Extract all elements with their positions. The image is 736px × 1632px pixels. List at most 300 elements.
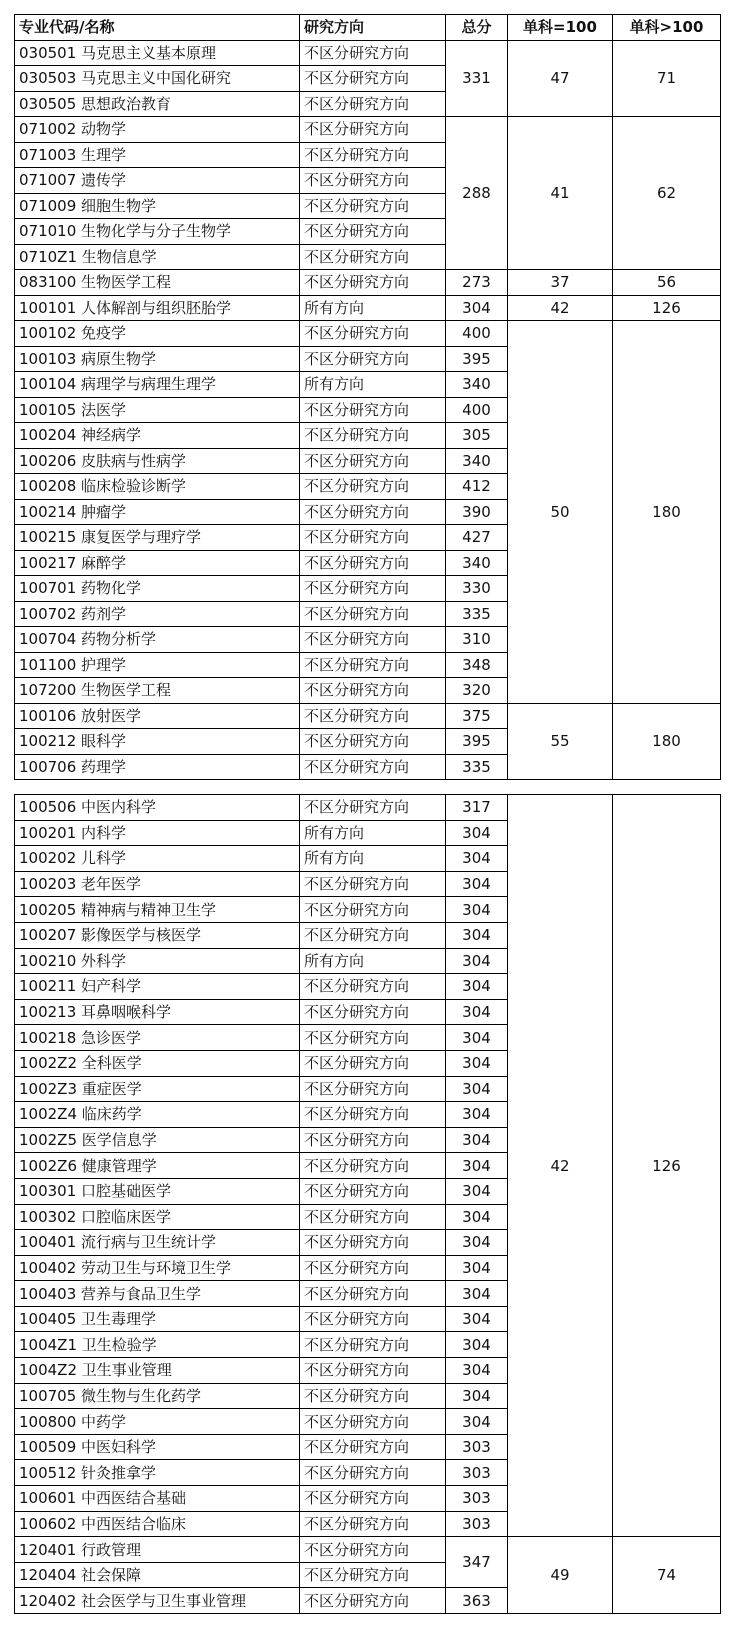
total-score: 304 <box>446 1306 508 1332</box>
major-name: 肿瘤学 <box>81 502 127 521</box>
total-score: 304 <box>446 1281 508 1307</box>
single-subject-eq-100: 49 <box>508 1537 613 1614</box>
major-code: 100206 <box>19 451 77 470</box>
major-code: 100401 <box>19 1233 77 1252</box>
major-code-name <box>15 1050 300 1076</box>
total-score: 395 <box>446 346 508 372</box>
major-code: 101100 <box>19 655 77 674</box>
single-subject-eq-100: 42 <box>508 295 613 321</box>
major-name: 麻醉学 <box>81 553 127 572</box>
score-table-part-2 <box>14 794 721 1614</box>
major-code: 0710Z1 <box>19 247 77 266</box>
major-code-name <box>15 66 300 92</box>
research-direction: 不区分研究方向 <box>300 499 446 525</box>
research-direction: 不区分研究方向 <box>300 448 446 474</box>
major-name: 精神病与精神卫生学 <box>81 900 217 919</box>
research-direction: 不区分研究方向 <box>300 601 446 627</box>
major-name: 社会保障 <box>81 1566 142 1585</box>
major-code: 1004Z2 <box>19 1361 77 1380</box>
major-name: 临床药学 <box>81 1105 142 1124</box>
single-subject-gt-100: 126 <box>613 795 721 1537</box>
major-code: 100106 <box>19 706 77 725</box>
major-code-name <box>15 117 300 143</box>
major-code: 071010 <box>19 222 77 241</box>
major-code: 100602 <box>19 1514 77 1533</box>
research-direction: 不区分研究方向 <box>300 1306 446 1332</box>
major-code-name <box>15 550 300 576</box>
major-code-name <box>15 795 300 821</box>
major-name: 皮肤病与性病学 <box>81 451 187 470</box>
single-subject-gt-100: 180 <box>613 321 721 704</box>
header-row <box>15 15 721 41</box>
major-code: 1002Z6 <box>19 1156 77 1175</box>
major-code: 100403 <box>19 1284 77 1303</box>
major-code: 100105 <box>19 400 77 419</box>
header-total: 总分 <box>446 15 508 41</box>
major-code-name <box>15 652 300 678</box>
major-code-name <box>15 1409 300 1435</box>
research-direction: 不区分研究方向 <box>300 346 446 372</box>
table-row <box>15 295 721 321</box>
total-score: 331 <box>446 40 508 117</box>
major-code: 100101 <box>19 298 77 317</box>
research-direction: 所有方向 <box>300 820 446 846</box>
major-code-name <box>15 1332 300 1358</box>
total-score: 348 <box>446 652 508 678</box>
total-score: 304 <box>446 1358 508 1384</box>
research-direction: 不区分研究方向 <box>300 91 446 117</box>
research-direction: 不区分研究方向 <box>300 1050 446 1076</box>
major-name: 放射医学 <box>81 706 142 725</box>
research-direction: 所有方向 <box>300 372 446 398</box>
total-score: 304 <box>446 1127 508 1153</box>
research-direction: 不区分研究方向 <box>300 1486 446 1512</box>
major-code: 1002Z5 <box>19 1131 77 1150</box>
total-score: 305 <box>446 423 508 449</box>
total-score: 427 <box>446 525 508 551</box>
major-code: 100211 <box>19 977 77 996</box>
major-code-name <box>15 1383 300 1409</box>
major-code: 071002 <box>19 120 77 139</box>
major-code: 083100 <box>19 273 77 292</box>
research-direction: 不区分研究方向 <box>300 1204 446 1230</box>
major-code-name <box>15 1358 300 1384</box>
research-direction: 不区分研究方向 <box>300 117 446 143</box>
total-score: 340 <box>446 550 508 576</box>
major-name: 药物化学 <box>81 579 142 598</box>
major-name: 中西医结合基础 <box>81 1489 187 1508</box>
major-code: 100301 <box>19 1182 77 1201</box>
major-code-name <box>15 499 300 525</box>
research-direction: 不区分研究方向 <box>300 193 446 219</box>
research-direction: 不区分研究方向 <box>300 66 446 92</box>
major-code: 120402 <box>19 1591 77 1610</box>
research-direction: 不区分研究方向 <box>300 576 446 602</box>
major-code: 1004Z1 <box>19 1335 77 1354</box>
major-name: 影像医学与核医学 <box>81 926 202 945</box>
total-score: 304 <box>446 974 508 1000</box>
major-name: 马克思主义中国化研究 <box>81 69 232 88</box>
major-name: 药物分析学 <box>81 630 157 649</box>
research-direction: 不区分研究方向 <box>300 1434 446 1460</box>
major-code: 030505 <box>19 94 77 113</box>
total-score: 304 <box>446 1230 508 1256</box>
research-direction: 不区分研究方向 <box>300 1153 446 1179</box>
research-direction: 不区分研究方向 <box>300 1588 446 1614</box>
single-subject-eq-100: 47 <box>508 40 613 117</box>
total-score: 304 <box>446 1025 508 1051</box>
total-score: 304 <box>446 999 508 1025</box>
major-code: 100104 <box>19 375 77 394</box>
research-direction: 不区分研究方向 <box>300 525 446 551</box>
major-name: 内科学 <box>81 823 127 842</box>
research-direction: 不区分研究方向 <box>300 897 446 923</box>
total-score: 400 <box>446 397 508 423</box>
major-code-name <box>15 922 300 948</box>
major-name: 重症医学 <box>81 1079 142 1098</box>
major-code: 100800 <box>19 1412 77 1431</box>
major-name: 病原生物学 <box>81 349 157 368</box>
total-score: 303 <box>446 1511 508 1537</box>
major-name: 医学信息学 <box>81 1131 157 1150</box>
major-code-name <box>15 193 300 219</box>
major-code-name <box>15 871 300 897</box>
major-code: 100302 <box>19 1207 77 1226</box>
research-direction: 所有方向 <box>300 295 446 321</box>
single-subject-gt-100: 71 <box>613 40 721 117</box>
major-code-name <box>15 846 300 872</box>
research-direction: 不区分研究方向 <box>300 795 446 821</box>
major-name: 免疫学 <box>81 324 127 343</box>
research-direction: 不区分研究方向 <box>300 678 446 704</box>
major-code: 100202 <box>19 849 77 868</box>
major-code: 100201 <box>19 823 77 842</box>
research-direction: 不区分研究方向 <box>300 999 446 1025</box>
total-score: 304 <box>446 1332 508 1358</box>
research-direction: 不区分研究方向 <box>300 1511 446 1537</box>
major-code-name <box>15 999 300 1025</box>
total-score: 304 <box>446 846 508 872</box>
total-score: 335 <box>446 601 508 627</box>
major-code-name <box>15 219 300 245</box>
major-code-name <box>15 1588 300 1614</box>
research-direction: 不区分研究方向 <box>300 550 446 576</box>
major-code-name <box>15 576 300 602</box>
major-code: 100217 <box>19 553 77 572</box>
score-table-part-1 <box>14 14 721 780</box>
single-subject-eq-100: 41 <box>508 117 613 270</box>
research-direction: 不区分研究方向 <box>300 244 446 270</box>
major-code-name <box>15 601 300 627</box>
total-score: 390 <box>446 499 508 525</box>
major-code-name <box>15 974 300 1000</box>
major-code-name <box>15 525 300 551</box>
research-direction: 不区分研究方向 <box>300 1025 446 1051</box>
research-direction: 不区分研究方向 <box>300 270 446 296</box>
major-name: 药剂学 <box>81 604 127 623</box>
single-subject-eq-100: 55 <box>508 703 613 780</box>
major-code: 071009 <box>19 196 77 215</box>
research-direction: 不区分研究方向 <box>300 1178 446 1204</box>
major-name: 卫生毒理学 <box>81 1310 157 1329</box>
major-name: 劳动卫生与环境卫生学 <box>81 1258 232 1277</box>
total-score: 363 <box>446 1588 508 1614</box>
major-code: 100204 <box>19 426 77 445</box>
major-code-name <box>15 820 300 846</box>
total-score: 304 <box>446 1178 508 1204</box>
research-direction: 不区分研究方向 <box>300 1460 446 1486</box>
major-code-name <box>15 627 300 653</box>
major-name: 遗传学 <box>81 171 127 190</box>
major-code: 100213 <box>19 1003 77 1022</box>
major-code-name <box>15 142 300 168</box>
research-direction: 不区分研究方向 <box>300 1383 446 1409</box>
major-code-name <box>15 168 300 194</box>
total-score: 304 <box>446 1383 508 1409</box>
research-direction: 不区分研究方向 <box>300 1127 446 1153</box>
major-code: 100704 <box>19 630 77 649</box>
table-row <box>15 703 721 729</box>
single-subject-gt-100: 56 <box>613 270 721 296</box>
major-code-name <box>15 1153 300 1179</box>
major-name: 卫生事业管理 <box>81 1361 172 1380</box>
major-code-name <box>15 1025 300 1051</box>
single-subject-gt-100: 126 <box>613 295 721 321</box>
major-code-name <box>15 423 300 449</box>
major-code: 100706 <box>19 757 77 776</box>
research-direction: 不区分研究方向 <box>300 1255 446 1281</box>
major-code: 1002Z3 <box>19 1079 77 1098</box>
total-score: 303 <box>446 1460 508 1486</box>
research-direction: 不区分研究方向 <box>300 1409 446 1435</box>
total-score: 395 <box>446 729 508 755</box>
major-code-name <box>15 1178 300 1204</box>
research-direction: 不区分研究方向 <box>300 1076 446 1102</box>
total-score: 304 <box>446 948 508 974</box>
table-row <box>15 270 721 296</box>
major-name: 眼科学 <box>81 732 127 751</box>
major-name: 康复医学与理疗学 <box>81 528 202 547</box>
major-name: 口腔基础医学 <box>81 1182 172 1201</box>
total-score: 330 <box>446 576 508 602</box>
research-direction: 不区分研究方向 <box>300 168 446 194</box>
total-score: 412 <box>446 474 508 500</box>
major-code-name <box>15 448 300 474</box>
major-code: 100214 <box>19 502 77 521</box>
major-code-name <box>15 1281 300 1307</box>
total-score: 340 <box>446 448 508 474</box>
single-subject-eq-100: 42 <box>508 795 613 1537</box>
major-code: 100705 <box>19 1386 77 1405</box>
major-code-name <box>15 1434 300 1460</box>
major-code-name <box>15 1076 300 1102</box>
major-name: 临床检验诊断学 <box>81 477 187 496</box>
header-single-gt-100: 单科>100 <box>613 15 721 41</box>
major-name: 生物信息学 <box>81 247 157 266</box>
total-score: 304 <box>446 295 508 321</box>
major-code-name <box>15 1204 300 1230</box>
research-direction: 不区分研究方向 <box>300 1230 446 1256</box>
major-code-name <box>15 1537 300 1563</box>
major-code: 100208 <box>19 477 77 496</box>
major-code-name <box>15 703 300 729</box>
single-subject-gt-100: 74 <box>613 1537 721 1614</box>
major-name: 儿科学 <box>81 849 127 868</box>
major-code: 120401 <box>19 1540 77 1559</box>
major-name: 健康管理学 <box>81 1156 157 1175</box>
research-direction: 不区分研究方向 <box>300 974 446 1000</box>
major-code-name <box>15 372 300 398</box>
single-subject-gt-100: 180 <box>613 703 721 780</box>
total-score: 375 <box>446 703 508 729</box>
research-direction: 不区分研究方向 <box>300 652 446 678</box>
research-direction: 不区分研究方向 <box>300 321 446 347</box>
table-row <box>15 40 721 66</box>
major-code: 100212 <box>19 732 77 751</box>
major-code-name <box>15 474 300 500</box>
research-direction: 不区分研究方向 <box>300 1332 446 1358</box>
major-code: 1002Z2 <box>19 1054 77 1073</box>
major-name: 妇产科学 <box>81 977 142 996</box>
major-name: 全科医学 <box>81 1054 142 1073</box>
research-direction: 不区分研究方向 <box>300 703 446 729</box>
header-code-name: 专业代码/名称 <box>15 15 300 41</box>
major-name: 护理学 <box>81 655 127 674</box>
total-score: 304 <box>446 1076 508 1102</box>
major-code: 100702 <box>19 604 77 623</box>
research-direction: 不区分研究方向 <box>300 1537 446 1563</box>
major-code-name <box>15 1460 300 1486</box>
total-score: 273 <box>446 270 508 296</box>
total-score: 303 <box>446 1434 508 1460</box>
major-code: 100402 <box>19 1258 77 1277</box>
major-code-name <box>15 1511 300 1537</box>
major-code: 100405 <box>19 1310 77 1329</box>
research-direction: 不区分研究方向 <box>300 922 446 948</box>
major-name: 急诊医学 <box>81 1028 142 1047</box>
total-score: 303 <box>446 1486 508 1512</box>
research-direction: 不区分研究方向 <box>300 729 446 755</box>
major-name: 行政管理 <box>81 1540 142 1559</box>
major-code-name <box>15 397 300 423</box>
total-score: 288 <box>446 117 508 270</box>
major-name: 神经病学 <box>81 426 142 445</box>
major-code: 100102 <box>19 324 77 343</box>
major-name: 卫生检验学 <box>81 1335 157 1354</box>
single-subject-eq-100: 37 <box>508 270 613 296</box>
major-code: 100203 <box>19 875 77 894</box>
research-direction: 不区分研究方向 <box>300 871 446 897</box>
research-direction: 不区分研究方向 <box>300 142 446 168</box>
major-code-name <box>15 40 300 66</box>
major-name: 生物化学与分子生物学 <box>81 222 232 241</box>
major-name: 口腔临床医学 <box>81 1207 172 1226</box>
major-code: 100218 <box>19 1028 77 1047</box>
major-code: 100215 <box>19 528 77 547</box>
total-score: 304 <box>446 1153 508 1179</box>
major-name: 生物医学工程 <box>81 273 172 292</box>
total-score: 310 <box>446 627 508 653</box>
major-name: 营养与食品卫生学 <box>81 1284 202 1303</box>
major-code: 100210 <box>19 951 77 970</box>
major-code: 030503 <box>19 69 77 88</box>
major-name: 中西医结合临床 <box>81 1514 187 1533</box>
research-direction: 所有方向 <box>300 948 446 974</box>
total-score: 304 <box>446 871 508 897</box>
major-code: 100601 <box>19 1489 77 1508</box>
major-code: 100701 <box>19 579 77 598</box>
major-code-name <box>15 1230 300 1256</box>
major-name: 思想政治教育 <box>81 94 172 113</box>
research-direction: 不区分研究方向 <box>300 754 446 780</box>
major-name: 细胞生物学 <box>81 196 157 215</box>
major-name: 病理学与病理生理学 <box>81 375 217 394</box>
major-code-name <box>15 729 300 755</box>
total-score: 304 <box>446 1204 508 1230</box>
major-code-name <box>15 1306 300 1332</box>
table-row <box>15 1537 721 1563</box>
total-score: 304 <box>446 1102 508 1128</box>
research-direction: 不区分研究方向 <box>300 1281 446 1307</box>
research-direction: 不区分研究方向 <box>300 474 446 500</box>
major-code: 100512 <box>19 1463 77 1482</box>
total-score: 304 <box>446 820 508 846</box>
total-score: 304 <box>446 1255 508 1281</box>
major-code: 100205 <box>19 900 77 919</box>
major-name: 生物医学工程 <box>81 681 172 700</box>
major-code-name <box>15 678 300 704</box>
major-name: 针灸推拿学 <box>81 1463 157 1482</box>
major-code-name <box>15 1486 300 1512</box>
major-name: 法医学 <box>81 400 127 419</box>
major-code-name <box>15 321 300 347</box>
major-name: 中医妇科学 <box>81 1438 157 1457</box>
major-code: 100207 <box>19 926 77 945</box>
major-name: 动物学 <box>81 120 127 139</box>
research-direction: 不区分研究方向 <box>300 1358 446 1384</box>
research-direction: 不区分研究方向 <box>300 1102 446 1128</box>
research-direction: 不区分研究方向 <box>300 423 446 449</box>
header-single-eq-100: 单科=100 <box>508 15 613 41</box>
research-direction: 不区分研究方向 <box>300 397 446 423</box>
table-row <box>15 117 721 143</box>
major-code-name <box>15 1562 300 1588</box>
major-name: 老年医学 <box>81 875 142 894</box>
major-code-name <box>15 1255 300 1281</box>
research-direction: 所有方向 <box>300 846 446 872</box>
major-code: 107200 <box>19 681 77 700</box>
major-code: 100506 <box>19 798 77 817</box>
research-direction: 不区分研究方向 <box>300 40 446 66</box>
major-code: 030501 <box>19 43 77 62</box>
major-code-name <box>15 897 300 923</box>
major-name: 药理学 <box>81 757 127 776</box>
major-code: 120404 <box>19 1566 77 1585</box>
total-score: 340 <box>446 372 508 398</box>
major-name: 人体解剖与组织胚胎学 <box>81 298 232 317</box>
major-code-name <box>15 244 300 270</box>
major-name: 中药学 <box>81 1412 127 1431</box>
major-code-name <box>15 346 300 372</box>
major-code-name <box>15 295 300 321</box>
header-direction: 研究方向 <box>300 15 446 41</box>
table-row <box>15 795 721 821</box>
major-code: 071003 <box>19 145 77 164</box>
major-name: 耳鼻咽喉科学 <box>81 1003 172 1022</box>
major-name: 生理学 <box>81 145 127 164</box>
research-direction: 不区分研究方向 <box>300 1562 446 1588</box>
single-subject-gt-100: 62 <box>613 117 721 270</box>
